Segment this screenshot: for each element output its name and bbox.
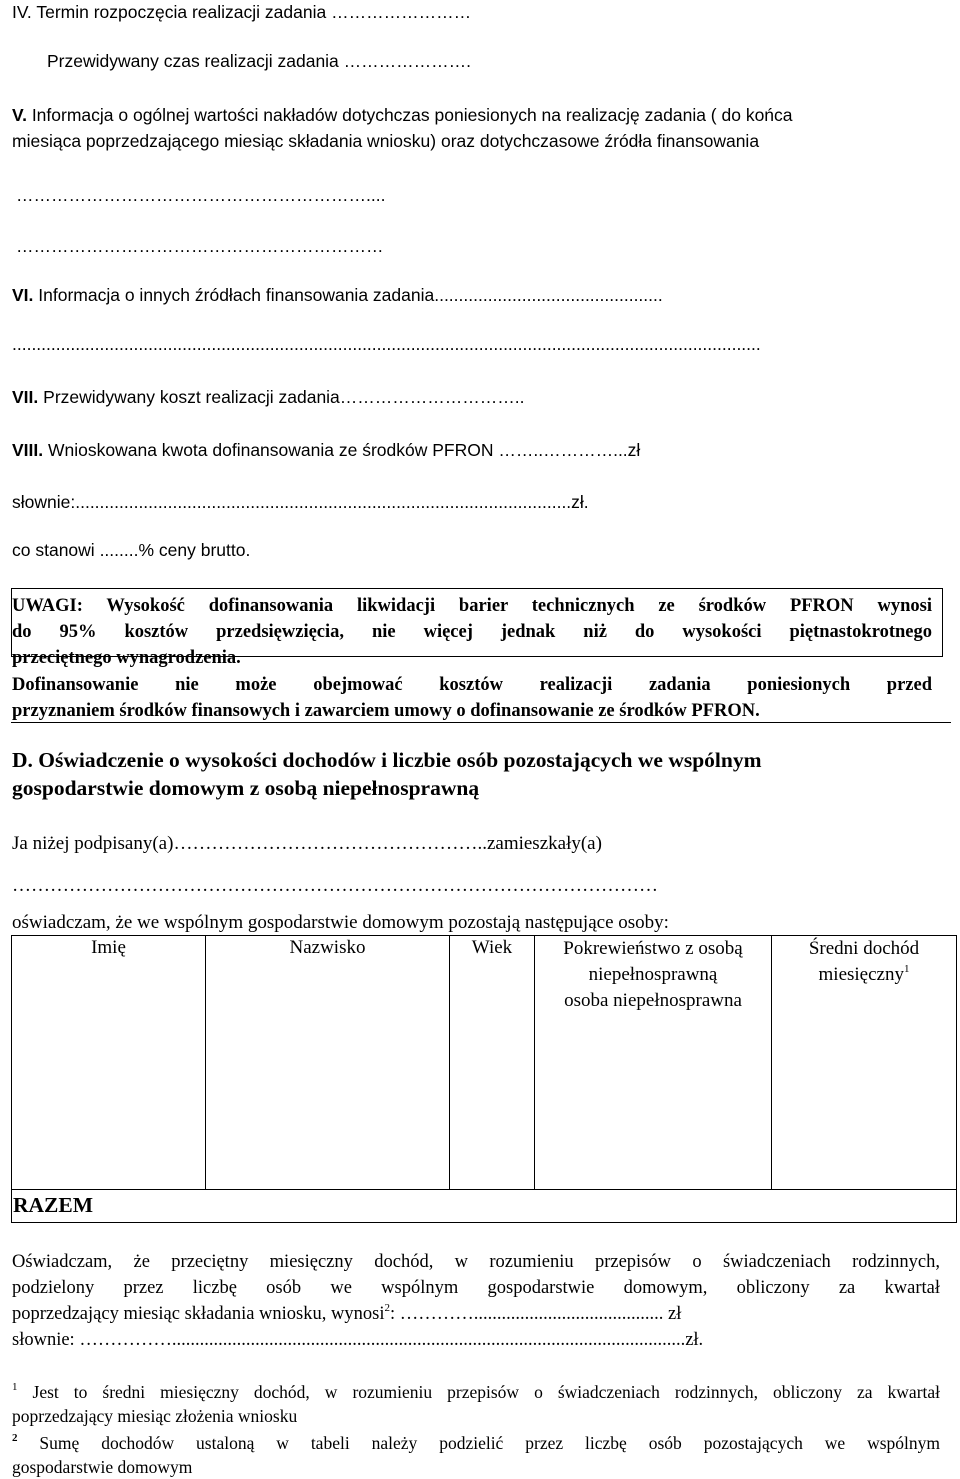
- residence-label: zamieszkały(a): [486, 833, 602, 854]
- section-d-heading-2: gospodarstwie domowym z osobą niepełnosprawną: [12, 776, 480, 800]
- footnote-1-line-2: poprzedzający miesiąc złożenia wniosku: [12, 1406, 298, 1426]
- total-label: RAZEM: [12, 1190, 957, 1223]
- declaration-line-1: Oświadczam, że przeciętny miesięczny dochód, w rozumieniu przepisów o świadczeniach rodzinnych,: [12, 1252, 940, 1272]
- warning-underline: [11, 722, 951, 723]
- warning-line-5: przyznaniem środków finansowych i zawarciem umowy o dofinansowanie ze środków PFRON.: [12, 701, 760, 721]
- amount-in-words-dots: ......................................................................................................zł.: [75, 492, 589, 512]
- header-relationship-2: niepełnosprawną: [588, 964, 718, 985]
- footnote-2-number: 2: [12, 1432, 18, 1444]
- section-v-line2: [12, 131, 759, 152]
- section-vii-line: [12, 387, 525, 408]
- address-dots: …………………………………………………………………………………………: [12, 875, 658, 896]
- section-vii-dots: …………………………..: [339, 387, 525, 407]
- footnote-2-line-2: gospodarstwie domowym: [12, 1457, 193, 1477]
- footnote-1: [12, 1380, 940, 1428]
- section-vi-dots-2: ..........................................................................................................................................................: [12, 334, 761, 354]
- section-viii-text: Wnioskowana kwota dofinansowania ze środków PFRON: [48, 440, 494, 460]
- signatory-label: Ja niżej podpisany(a): [12, 833, 174, 854]
- section-vi-text: Informacja o innych źródłach finansowania zadania: [38, 285, 435, 305]
- declaration-amount: : …………......................................... zł: [389, 1304, 682, 1324]
- footnote-ref-1: 1: [903, 963, 910, 975]
- percent-label: co stanowi: [12, 540, 95, 560]
- declaration-line-3-text: poprzedzający miesiąc składania wniosku, wynosi: [12, 1304, 385, 1324]
- section-vi-line: [12, 285, 663, 306]
- section-vi-label: VI.: [12, 285, 34, 305]
- declaration-line-3: [12, 1304, 681, 1325]
- footnote-1-number: 1: [12, 1381, 18, 1393]
- signatory-line: [12, 833, 602, 855]
- footnote-2-line-1: [12, 1431, 940, 1455]
- column-last-name: [206, 936, 450, 1190]
- signatory-dots: …………………………………………..: [173, 833, 487, 854]
- section-viii-line: [12, 440, 640, 461]
- section-v-label: V.: [12, 105, 27, 125]
- planned-duration-dots: ………………….: [343, 51, 472, 71]
- section-v-text-2: miesiąca poprzedzającego miesiąc składania wniosku) oraz dotychczasowe źródła finansowania: [12, 131, 760, 151]
- section-viii-dots: ……..…………...zł: [498, 440, 641, 460]
- warning-line-3: przeciętnego wynagrodzenia.: [12, 648, 241, 668]
- percent-suffix: % ceny brutto.: [138, 540, 251, 560]
- warning-line-4: Dofinansowanie nie może obejmować kosztów realizacji zadania poniesionych przed: [12, 675, 932, 695]
- section-d-heading-1: D. Oświadczenie o wysokości dochodów i liczbie osób pozostających we wspólnym: [12, 748, 762, 772]
- section-vi-dots: ...............................................: [434, 285, 663, 305]
- section-viii-label: VIII.: [12, 440, 44, 460]
- household-table: [11, 935, 957, 1223]
- percent-line: [12, 540, 250, 561]
- section-vii-label: VII.: [12, 387, 39, 407]
- percent-dots: ........: [99, 540, 139, 560]
- column-first-name: [12, 936, 206, 1190]
- header-relationship-1: Pokrewieństwo z osobą: [563, 938, 743, 959]
- section-iv-title: [12, 2, 471, 23]
- amount-in-words-line: [12, 492, 589, 513]
- column-relationship: [535, 936, 772, 1190]
- header-last-name: Nazwisko: [289, 937, 366, 958]
- header-age: Wiek: [471, 937, 513, 958]
- column-income: [772, 936, 957, 1190]
- footnote-ref-2: 2: [384, 1302, 390, 1314]
- declaration-line-4: słownie: ……………...............................................................................................................zł.: [12, 1330, 704, 1350]
- planned-duration-label: Przewidywany czas realizacji zadania: [47, 51, 339, 71]
- section-v-dots-2: ………………………………………………………: [16, 236, 384, 256]
- section-v-line1: [12, 105, 793, 126]
- header-relationship-3: osoba niepełnosprawna: [564, 990, 742, 1011]
- section-v-dots-1: ……………………………………………………....: [16, 185, 386, 205]
- header-income-2-text: miesięczny: [818, 964, 904, 985]
- warning-line-1: UWAGI: Wysokość dofinansowania likwidacji barier technicznych ze środków PFRON wynosi: [12, 596, 932, 616]
- warning-line-2: do 95% kosztów przedsięwzięcia, nie więcej jednak niż do wysokości piętnastokrotnego: [12, 622, 932, 642]
- table-total-row: [12, 1190, 957, 1223]
- section-vii-text: Przewidywany koszt realizacji zadania: [43, 387, 340, 407]
- table-body-row: [12, 936, 957, 1190]
- section-iv-dots: ……………………: [331, 2, 472, 22]
- footnote-1-line-1: [12, 1380, 940, 1404]
- header-income-2: [772, 962, 956, 988]
- planned-duration-line: [47, 51, 471, 72]
- section-iv-label: IV. Termin rozpoczęcia realizacji zadania: [12, 2, 327, 22]
- footnote-2: [12, 1431, 940, 1479]
- amount-in-words-label: słownie:: [12, 492, 76, 512]
- header-income-1: Średni dochód: [808, 938, 920, 959]
- footnote-2-text: Sumę dochodów ustaloną w tabeli należy podzielić przez liczbę osób pozostających we wspólnym: [39, 1433, 941, 1453]
- footnote-1-text: Jest to średni miesięczny dochód, w rozumieniu przepisów o świadczeniach rodzinnych, obliczony za kwartał: [32, 1382, 941, 1402]
- household-statement: oświadczam, że we wspólnym gospodarstwie domowym pozostają następujące osoby:: [12, 912, 669, 933]
- declaration-line-2: podzielony przez liczbę osób we wspólnym gospodarstwie domowym, obliczony za kwartał: [12, 1278, 940, 1298]
- column-age: [450, 936, 535, 1190]
- header-first-name: Imię: [91, 937, 126, 958]
- section-v-text-1: Informacja o ogólnej wartości nakładów dotychczas poniesionych na realizację zadania ( do końca: [31, 105, 793, 125]
